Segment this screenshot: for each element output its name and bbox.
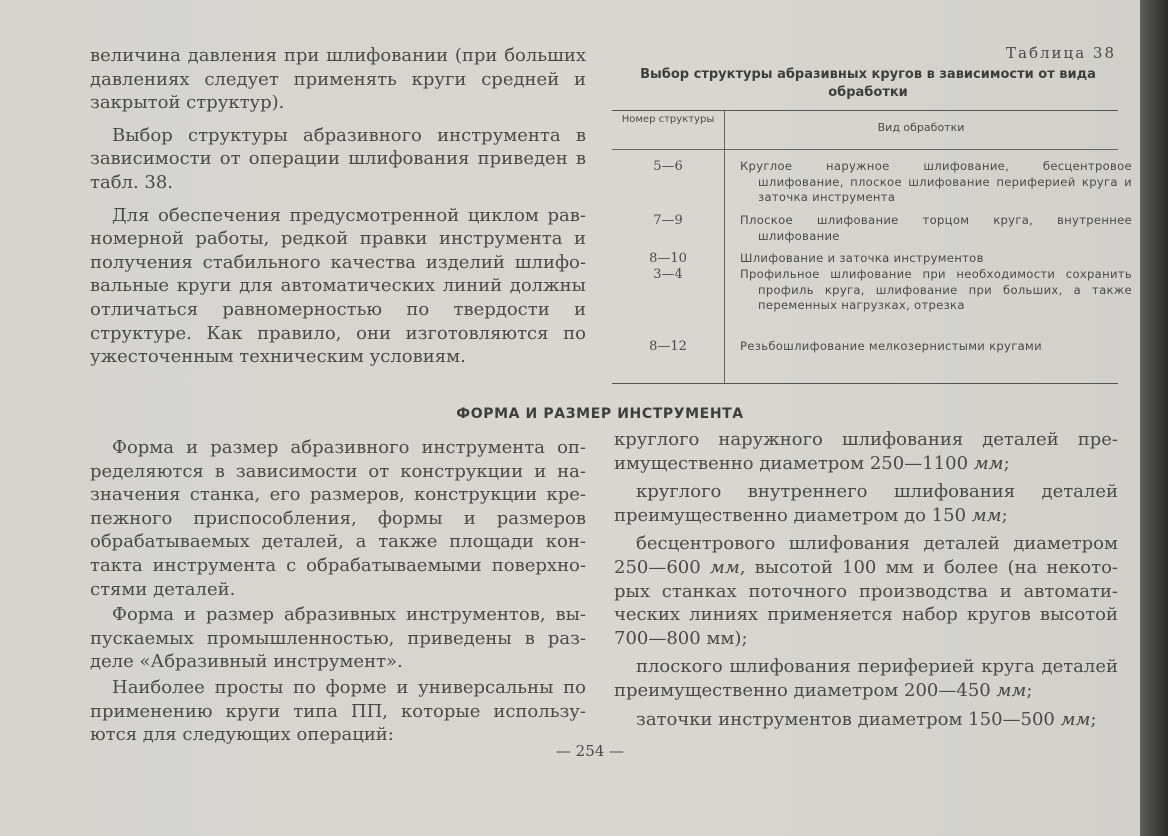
paragraph: Для обеспечения предусмотренной циклом равномерной работы, редкой правки инструмента и получения стабильного качества изделий шлифовальные круги для автоматических линий должны отличаться равномерностью по твердости и структуре. Как правило, они изготовляются по ужесточенным техническим условиям. — [90, 204, 586, 368]
table-column-divider — [724, 111, 725, 383]
paragraph: Форма и размер абразивных инструментов, выпускаемых промышленностью, приведены в разделе «Абразивный инструмент». — [90, 604, 586, 673]
operation-item: плоского шлифования периферией круга деталей преимущественно диаметром 200—450 мм; — [614, 656, 1118, 701]
structure-table — [612, 110, 1132, 384]
processing-type: Шлифование и заточка инструментов — [740, 251, 984, 265]
left-column-bottom — [90, 436, 586, 747]
table-header-divider — [612, 149, 1118, 150]
paragraph: величина давления при шлифовании (при больших давлениях следует применять круги средней и закрытой структур). — [90, 45, 586, 114]
structure-number: 5—6 — [653, 159, 683, 174]
table-label: Таблица 38 — [1006, 44, 1116, 62]
next-page-edge — [1140, 0, 1168, 836]
table-header-number: Номер структуры — [621, 114, 715, 125]
paragraph: Наиболее просты по форме и универсальны по применению круги типа ПП, которые используются для следующих операций: — [90, 676, 586, 746]
table-title: Выбор структуры абразивных кругов в зависимости от вида обработки — [640, 67, 1096, 100]
page-number: — 254 — — [555, 742, 625, 760]
structure-number: 8—12 — [649, 339, 687, 354]
table-header-type: Вид обработки — [877, 121, 965, 134]
operation-item: круглого внутреннего шлифования деталей преимущественно диаметром до 150 мм; — [614, 481, 1118, 526]
operation-item: бесцентрового шлифования деталей диаметром 250—600 мм, высотой 100 мм и более (на некоторых станках поточного производства и автоматических линиях применяется набор кругов высотой 700—800 мм); — [614, 533, 1118, 649]
structure-number: 3—4 — [653, 267, 683, 282]
processing-type: Круглое наружное шлифование, бесцентровое шлифование, плоское шлифование периферией круга и заточка инструмента — [740, 159, 1132, 204]
processing-type: Резьбошлифование мелкозернистыми кругами — [740, 339, 1042, 353]
processing-type: Плоское шлифование торцом круга, внутреннее шлифование — [740, 213, 1132, 243]
right-column-bottom — [614, 428, 1118, 731]
left-column-top — [90, 44, 586, 369]
operation-item: заточки инструментов диаметром 150—500 мм; — [636, 708, 1097, 730]
structure-number: 7—9 — [653, 213, 683, 228]
paragraph: Выбор структуры абразивного инструмента в зависимости от операции шлифования приведен в табл. 38. — [90, 124, 586, 193]
section-heading: ФОРМА И РАЗМЕР ИНСТРУМЕНТА — [456, 406, 744, 422]
paragraph: Форма и размер абразивного инструмента определяются в зависимости от конструкции и назначения станка, его размеров, конструкции крепежного приспособления, формы и размеров обрабатываемых деталей, а также площади контакта инструмента с обрабатываемыми поверхностями деталей. — [90, 437, 586, 600]
structure-number: 8—10 — [649, 251, 687, 266]
processing-type: Профильное шлифование при необходимости сохранить профиль круга, шлифование при больших, а также переменных нагрузках, отрезка — [740, 267, 1132, 312]
operation-item: круглого наружного шлифования деталей преимущественно диаметром 250—1100 мм; — [614, 429, 1118, 474]
